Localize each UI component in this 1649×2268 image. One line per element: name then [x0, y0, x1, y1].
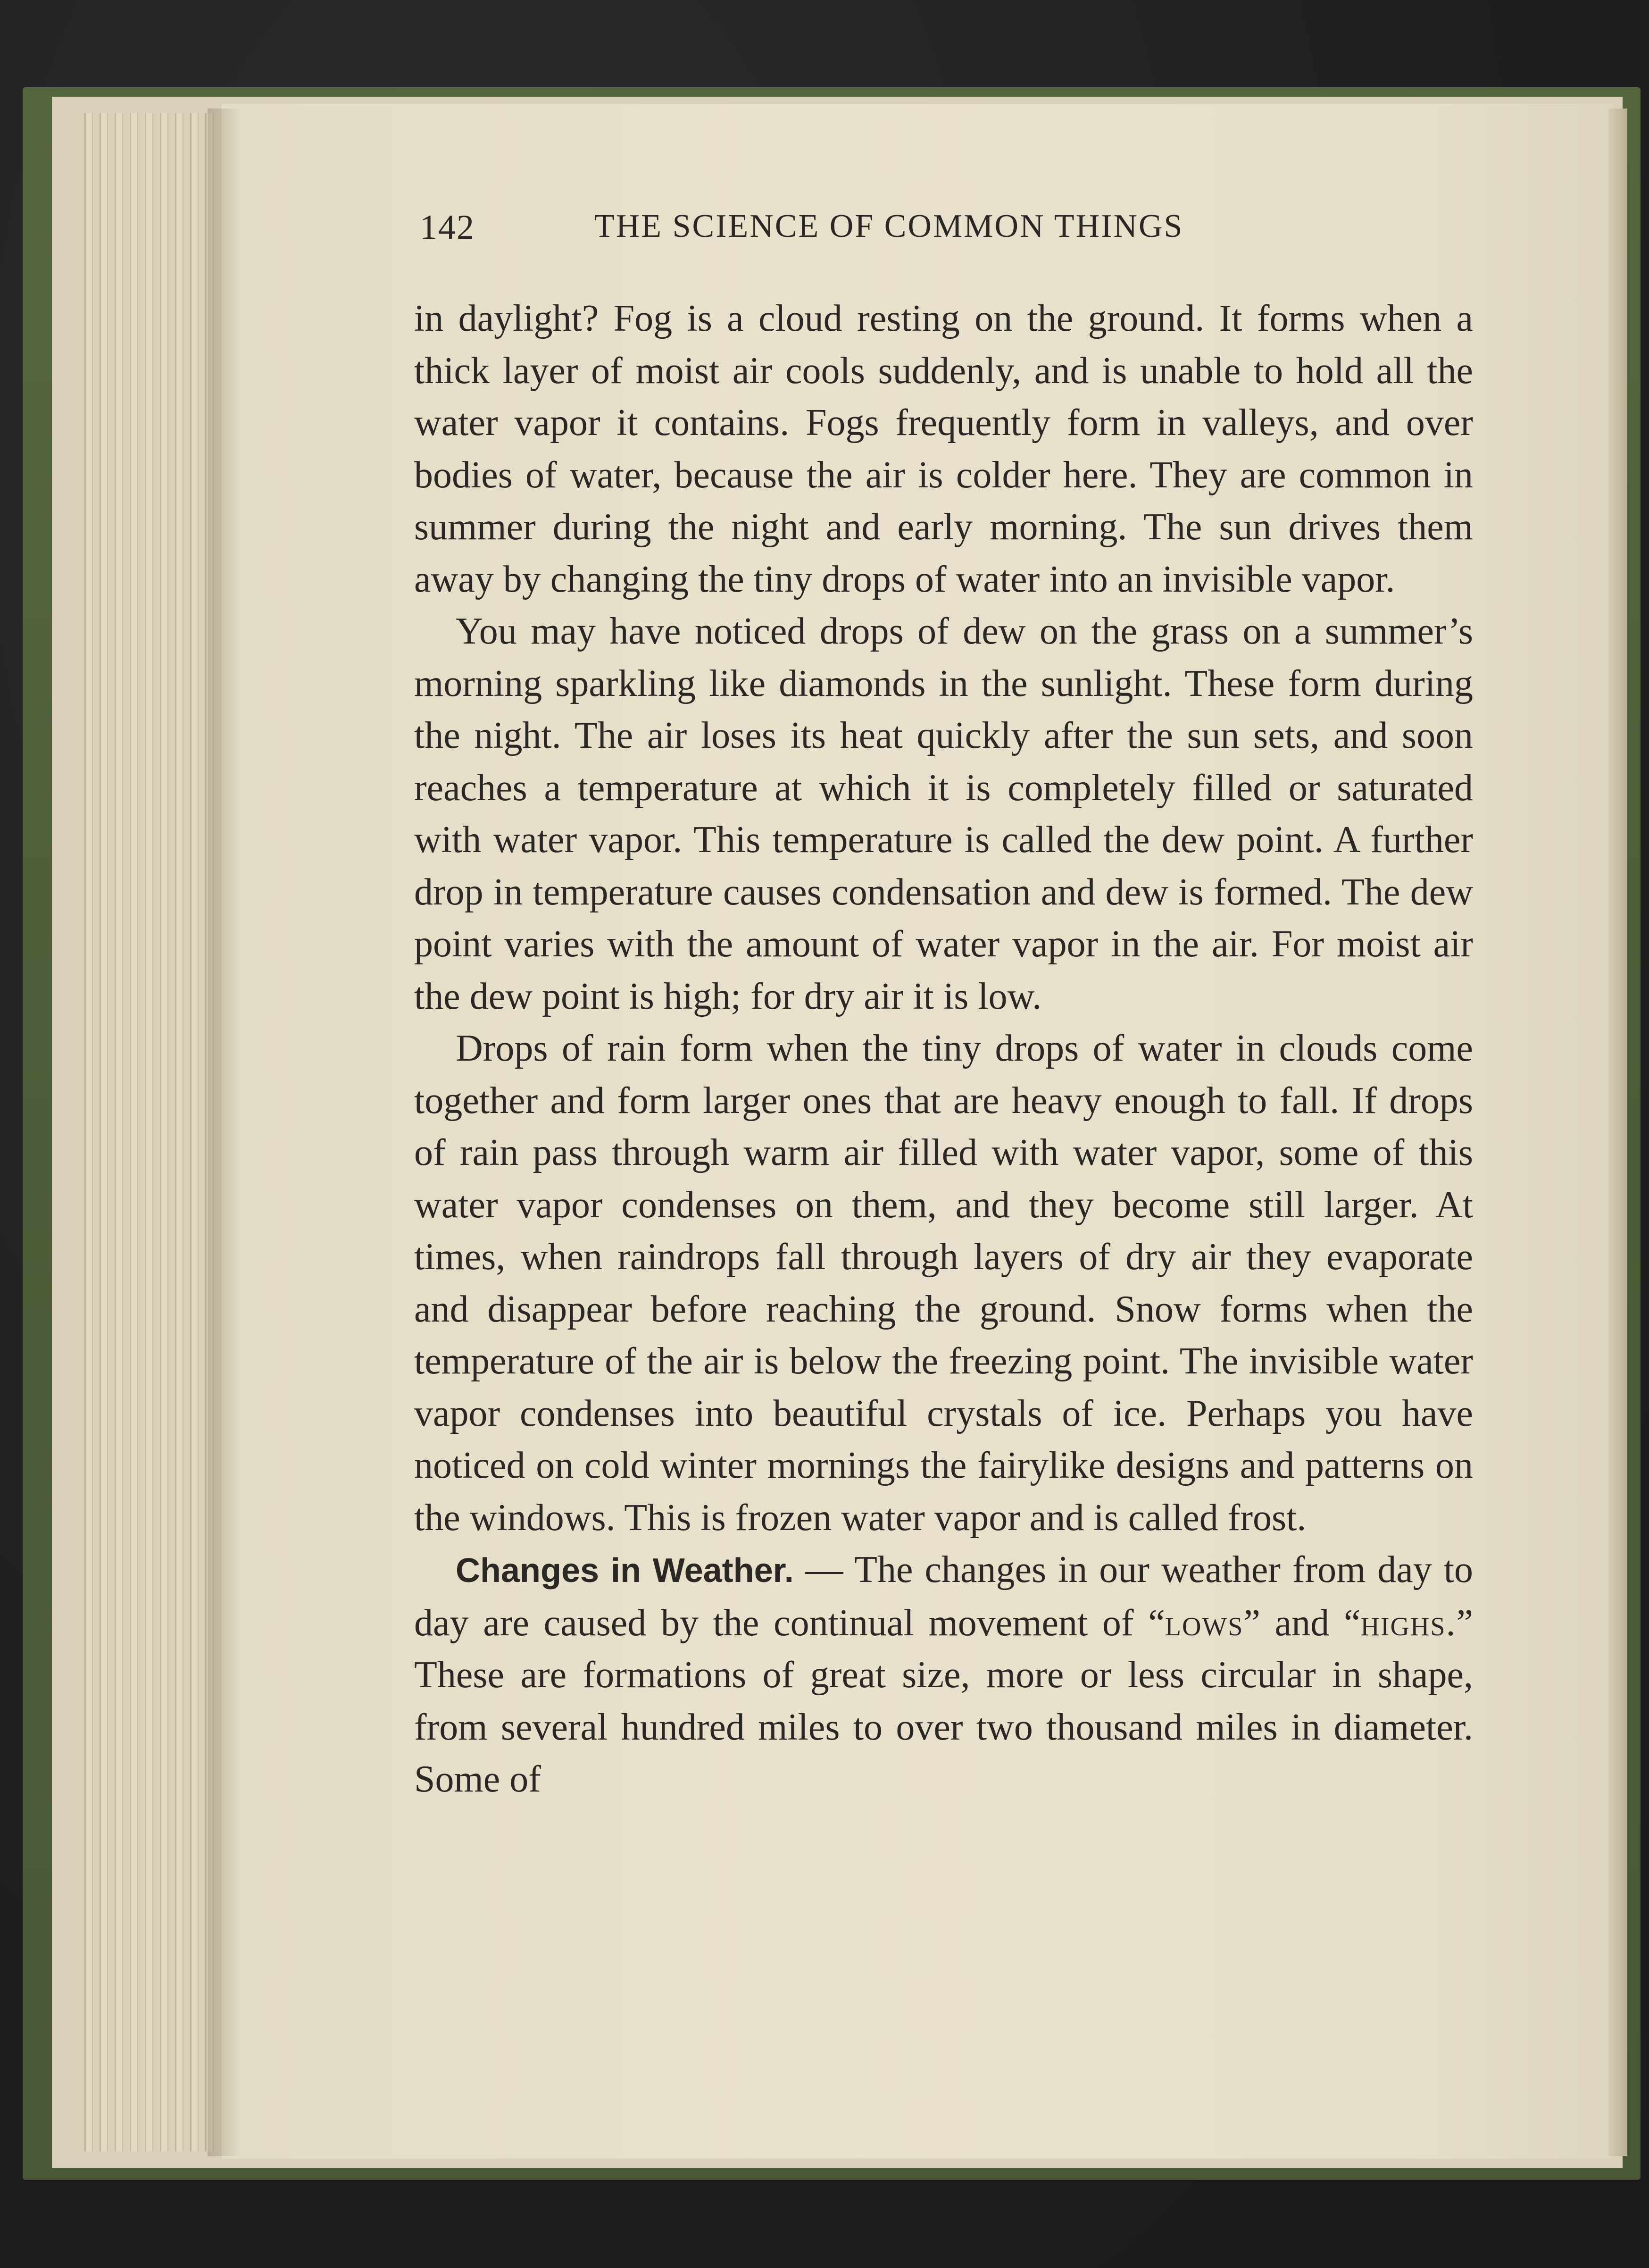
- paragraph-fog: in daylight? Fog is a cloud resting on the ground. It forms when a thick layer of moist air cools suddenly, and is unable to hold all the water vapor it contains. Fogs frequently form in valleys, and over bodies of water, because the air is colder here. They are common in summer during the night and early morning. The sun drives them away by changing the tiny drops of water into an invisible vapor.: [414, 298, 1473, 600]
- section-text-after: ” These are formations of great size, more or less circular in shape, from several hundred miles to over two thousand miles in diameter. Some of: [414, 1602, 1474, 1800]
- lows-term: lows: [1165, 1602, 1244, 1644]
- page-edges: [78, 113, 219, 2151]
- body-text: [414, 293, 1473, 1806]
- running-title: THE SCIENCE OF COMMON THINGS: [594, 208, 1184, 244]
- page-header: [420, 208, 1302, 259]
- paragraph-dew: You may have noticed drops of dew on the grass on a summer’s morning sparkling like diamonds in the sunlight. These form during the night. The air loses its heat quickly after the sun sets, and soon reaches a temperature at which it is completely filled or saturated with water vapor. This temperature is called the dew point. A further drop in temperature causes condensation and dew is formed. The dew point varies with the amount of water vapor in the air. For moist air the dew point is high; for dry air it is low.: [414, 611, 1473, 1017]
- section-dash: —: [793, 1549, 855, 1590]
- page-number: 142: [420, 208, 475, 247]
- paragraph-rain-snow: Drops of rain form when the tiny drops of water in clouds come together and form larger ones that are heavy enough to fall. If drops of rain pass through warm air filled with water vapor, some of this water vapor condenses on them, and they become still larger. At times, when raindrops fall through layers of dry air they evaporate and disappear before reaching the ground. Snow forms when the temperature of the air is below the freezing point. The invisible water vapor condenses into beautiful crystals of ice. Perhaps you have noticed on cold winter mornings the fairylike designs and patterns on the windows. This is frozen water vapor and is called frost.: [414, 1028, 1473, 1539]
- section-heading: Changes in Weather.: [456, 1552, 794, 1590]
- gutter-shadow: [208, 109, 241, 2156]
- section-text-before: The changes in our weather from day to day are caused by the continual movement of “: [414, 1549, 1473, 1644]
- section-text-middle: ” and “: [1243, 1602, 1361, 1644]
- page-right-edge: [1608, 109, 1627, 2156]
- highs-term: highs.: [1360, 1602, 1457, 1644]
- paragraph-changes-in-weather: [414, 1544, 1473, 1806]
